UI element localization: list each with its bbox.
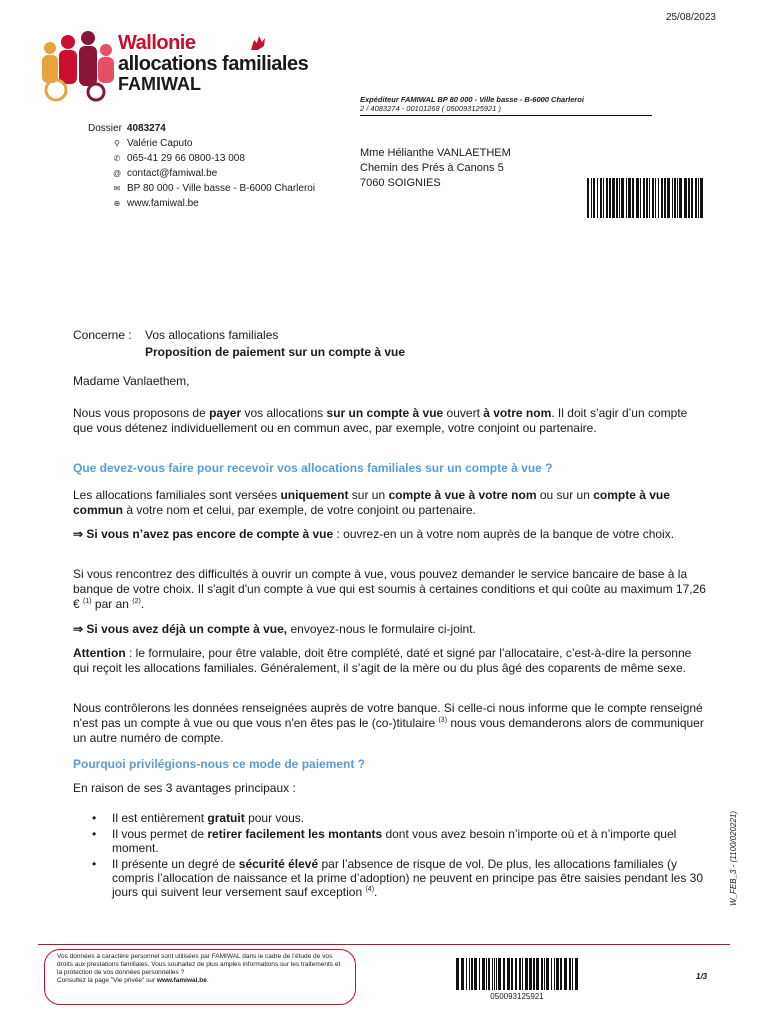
- paragraph-intro: Nous vous proposons de payer vos allocations sur un compte à vue ouvert à votre nom. Il doit s’agir d’un compte que vous détenez individuellement ou en commun avec, par exemple, votre conjoint ou partenaire.: [73, 406, 688, 435]
- globe-icon: ⊕: [113, 199, 121, 208]
- contact-address: BP 80 000 - Ville basse - B-6000 Charleroi: [127, 183, 316, 194]
- famiwal-logo: [36, 28, 326, 104]
- dossier-number: 4083274: [126, 123, 166, 134]
- arrow-icon: ⇒: [73, 527, 84, 541]
- logo-wallonie: Wallonie: [118, 32, 196, 54]
- paragraph-advantages-intro: En raison de ses 3 avantages principaux :: [73, 781, 296, 795]
- sender-divider: [360, 115, 652, 116]
- greeting: Madame Vanlaethem,: [73, 374, 190, 388]
- form-reference: W_FEB_3 - (1100/020221): [729, 810, 738, 906]
- sender-block: [360, 95, 652, 116]
- paragraph-verification: Nous contrôlerons les données renseignées auprès de votre banque. Si celle-ci nous informe que le compte renseigné n'est pas un compte à vue ou que vous n'en êtes pas le (co-)titulaire $^{(3)}$ nous vous demanderons alors de communiquer un autre numéro de compte.: [73, 701, 704, 745]
- paragraph-has-account: ⇒ Si vous avez déjà un compte à vue, envoyez-nous le formulaire ci-joint.: [73, 622, 476, 636]
- family-figures-logo-icon: [36, 28, 118, 104]
- document-date: 25/08/2023: [665, 12, 716, 23]
- list-item: • Il présente un degré de sécurité élevé par l’absence de risque de vol. De plus, les allocations familiales (y compris l’allocation de naissance et la prime d’adoption) ne peuvent en principe pas être saisies pendant les 30 jours qui suivent leur versement sauf exception $^{(4)}$.: [92, 857, 704, 899]
- paragraph-basic-service: Si vous rencontrez des difficultés à ouvrir un compte à vue, vous pouvez demander le service bancaire de base à la banque de votre choix. Il s'agit d'un compte à vue qui est soumis à certaines conditions et qui coûte au maximum 17,26 € $^{(1)}$ par an $^{(2)}$.: [73, 567, 706, 611]
- subject-detail: Proposition de paiement sur un compte à vue: [145, 345, 406, 359]
- addressee-city: 7060 SOIGNIES: [360, 177, 441, 189]
- addressee-block: [360, 146, 511, 191]
- privacy-link[interactable]: www.famiwal.be: [156, 977, 207, 984]
- paragraph-no-account: ⇒ Si vous n’avez pas encore de compte à vue : ouvrez-en un à votre nom auprès de la banque de votre choix.: [73, 527, 675, 541]
- person-icon: ⚲: [114, 139, 120, 148]
- sender-line: Expéditeur FAMIWAL BP 80 000 - Ville basse - B-6000 Charleroi: [360, 95, 584, 104]
- arrow-icon: ⇒: [73, 622, 84, 636]
- sender-reference: 2 / 4083274 - 00101268 ( 050093125921 ): [360, 104, 501, 113]
- contact-name: Valérie Caputo: [127, 138, 193, 149]
- privacy-notice: Vos données à caractère personnel sont utilisées par FAMIWAL dans le cadre de l’étude de vos droits aux prestations familiales. Vous souhaitez de plus amples informations sur les traitements et la protection de vos données personnelles ? Consultez la page "Vie privée" sur www.famiwal.be.: [44, 949, 356, 1005]
- list-item: • Il vous permet de retirer facilement les montants dont vous avez besoin n’importe où et à n’importe quel moment.: [92, 827, 677, 855]
- barcode-top: [587, 178, 705, 218]
- subject-block: [73, 327, 405, 361]
- rooster-icon: [248, 34, 268, 52]
- heading-what-to-do: Que devez-vous faire pour recevoir vos allocations familiales sur un compte à vue ?: [73, 461, 553, 475]
- addressee-street: Chemin des Prés à Canons 5: [360, 162, 504, 174]
- contact-email: contact@famiwal.be: [127, 168, 218, 179]
- paragraph-attention: Attention : le formulaire, pour être valable, doit être complété, daté et signé par l’allocataire, c’est-à-dire la personne qui reçoit les allocations familiales. Généralement, il s’agit de la mère ou du plus âgé des coparents de même sexe.: [73, 646, 692, 675]
- subject-line: Vos allocations familiales: [145, 328, 279, 342]
- contact-web: www.famiwal.be: [127, 198, 199, 209]
- dossier-label: Dossier: [88, 123, 122, 134]
- logo-allocations: allocations familiales: [118, 53, 309, 75]
- contact-phone: 065-41 29 66 0800-13 008: [127, 153, 245, 164]
- mail-icon: ✉: [113, 184, 121, 193]
- list-item: • Il est entièrement gratuit pour vous.: [92, 811, 305, 825]
- paragraph-conditions: Les allocations familiales sont versées uniquement sur un compte à vue à votre nom ou sur un compte à vue commun à votre nom et celui, par exemple, de votre conjoint ou partenaire.: [73, 488, 670, 517]
- subject-label: Concerne :: [73, 328, 132, 342]
- contact-block: [88, 121, 315, 211]
- page-number: 1/3: [696, 972, 708, 981]
- barcode-bottom: [456, 958, 578, 990]
- addressee-name: Mme Hélianthe VANLAETHEM: [360, 147, 511, 159]
- phone-icon: ✆: [113, 154, 121, 163]
- barcode-number: 050093125921: [490, 992, 544, 1001]
- at-icon: @: [112, 169, 122, 178]
- footer-divider: [38, 944, 730, 945]
- logo-famiwal: FAMIWAL: [118, 74, 201, 94]
- heading-why: Pourquoi privilégions-nous ce mode de paiement ?: [73, 757, 366, 771]
- advantages-list: [92, 811, 712, 901]
